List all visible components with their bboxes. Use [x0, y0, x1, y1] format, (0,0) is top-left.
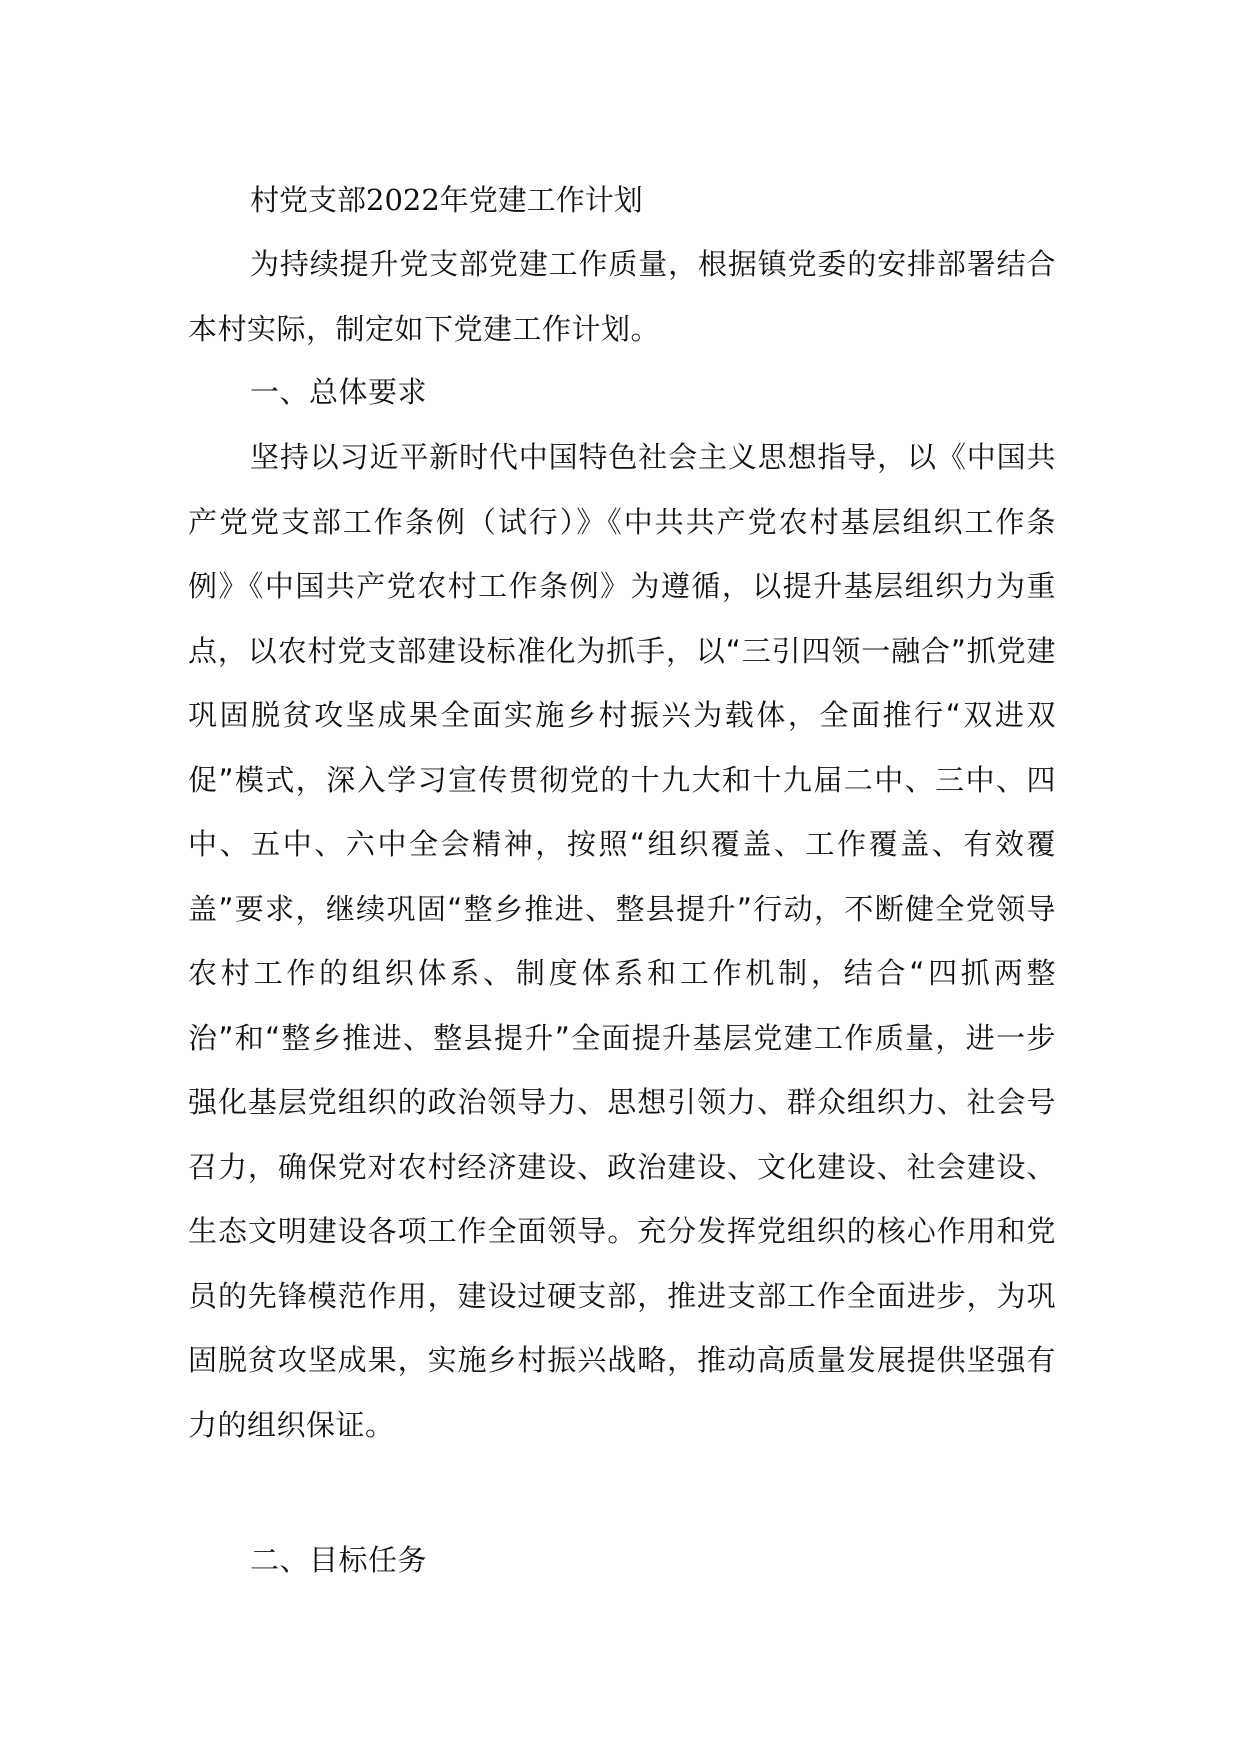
- intro-paragraph: 为持续提升党支部党建工作质量，根据镇党委的安排部署结合本村实际，制定如下党建工作计划。: [188, 247, 1056, 346]
- document-title: 村党支部2022年党建工作计划: [250, 183, 643, 217]
- section-1-body-block: [188, 425, 1056, 1457]
- section-1-heading-block: [188, 360, 1056, 425]
- section-2-heading-block: [188, 1528, 1056, 1593]
- section-1-heading: 一、总体要求: [250, 375, 428, 409]
- section-2-heading: 二、目标任务: [250, 1543, 428, 1577]
- intro-section: [188, 232, 1056, 361]
- section-1-paragraph: 坚持以习近平新时代中国特色社会主义思想指导，以《中国共产党党支部工作条例（试行）》《中共共产党农村基层组织工作条例》《中国共产党农村工作条例》为遵循，以提升基层组织力为重点，以农村党支部建设标准化为抓手，以“三引四领一融合”抓党建巩固脱贫攻坚成果全面实施乡村振兴为载体，全面推行“双进双促”模式，深入学习宣传贯彻党的十九大和十九届二中、三中、四中、五中、六中全会精神，按照“组织覆盖、工作覆盖、有效覆盖”要求，继续巩固“整乡推进、整县提升”行动，不断健全党领导农村工作的组织体系、制度体系和工作机制，结合“四抓两整治”和“整乡推进、整县提升”全面提升基层党建工作质量，进一步强化基层党组织的政治领导力、思想引领力、群众组织力、社会号召力，确保党对农村经济建设、政治建设、文化建设、社会建设、生态文明建设各项工作全面领导。充分发挥党组织的核心作用和党员的先锋模范作用，建设过硬支部，推进支部工作全面进步，为巩固脱贫攻坚成果，实施乡村振兴战略，推动高质量发展提供坚强有力的组织保证。: [188, 440, 1056, 1442]
